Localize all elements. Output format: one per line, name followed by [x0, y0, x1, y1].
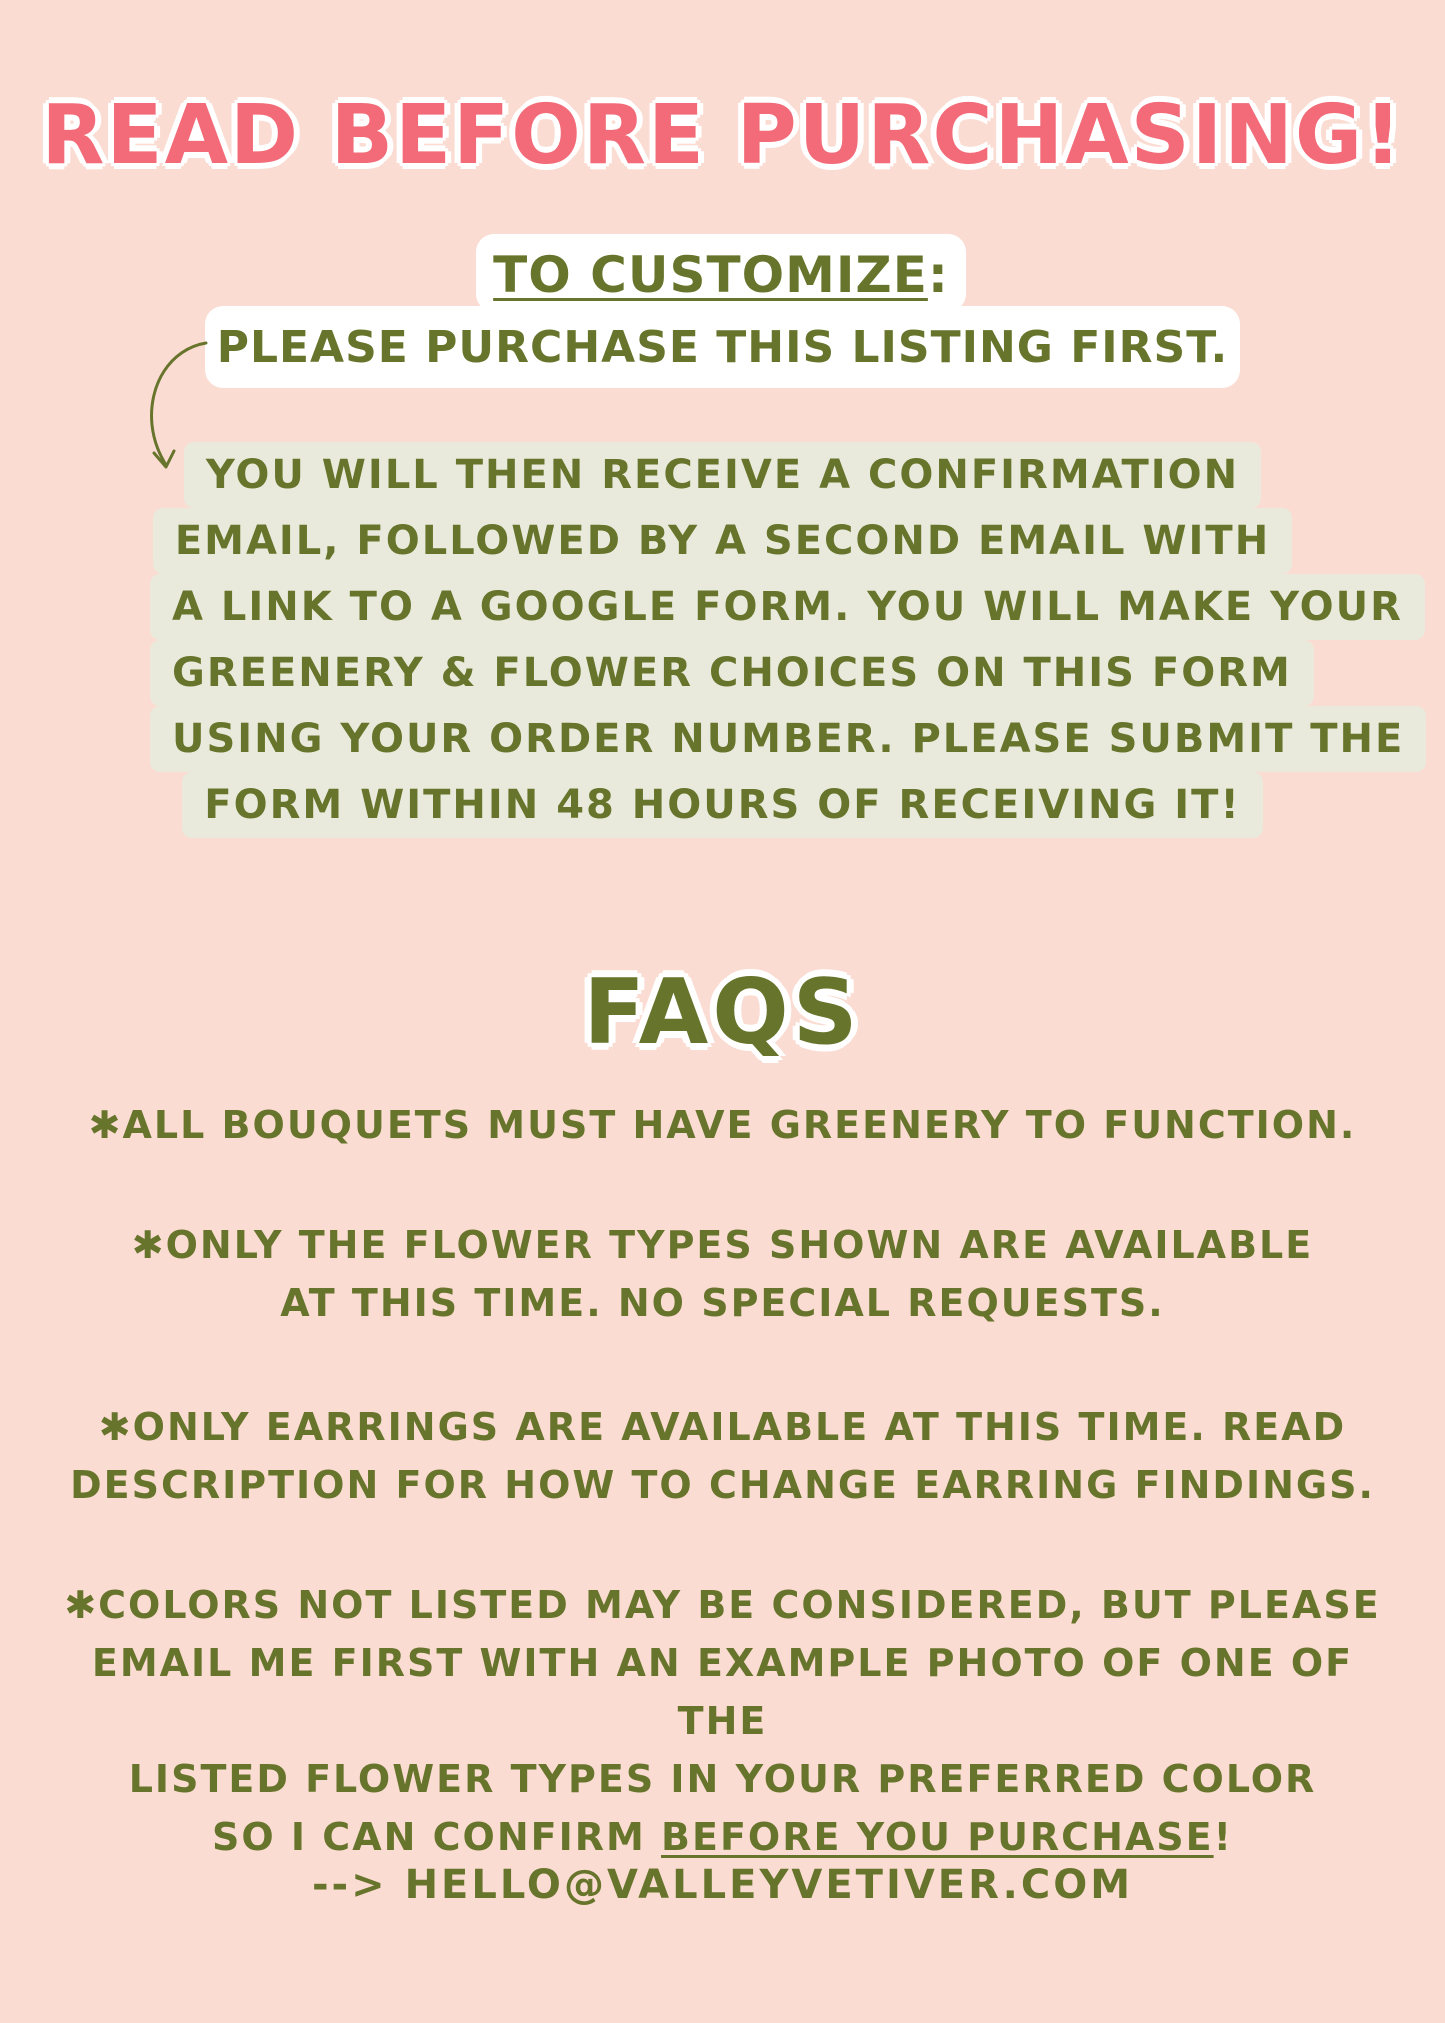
customize-heading [476, 246, 966, 304]
faq-item [60, 1576, 1385, 1866]
faq-item [60, 1216, 1385, 1332]
faq-line: ✱ALL BOUQUETS MUST HAVE GREENERY TO FUNCTION. [88, 1103, 1357, 1147]
order-process-info [150, 442, 1405, 838]
info-line: YOU WILL THEN RECEIVE A CONFIRMATION [184, 442, 1261, 508]
customize-heading-text: TO CUSTOMIZE [493, 246, 928, 304]
info-line: USING YOUR ORDER NUMBER. PLEASE SUBMIT THE [150, 706, 1426, 772]
faq-line: EMAIL ME FIRST WITH AN EXAMPLE PHOTO OF ONE OF THE [91, 1641, 1354, 1743]
faq-line-emphasis: BEFORE YOU PURCHASE [661, 1815, 1214, 1859]
faq-line: ✱ONLY EARRINGS ARE AVAILABLE AT THIS TIME. READ [98, 1405, 1347, 1449]
customize-heading-colon: : [927, 246, 949, 304]
faq-line: AT THIS TIME. NO SPECIAL REQUESTS. [280, 1281, 1165, 1325]
faq-line: ✱COLORS NOT LISTED MAY BE CONSIDERED, BUT PLEASE [64, 1583, 1381, 1627]
info-line: FORM WITHIN 48 HOURS OF RECEIVING IT! [182, 772, 1262, 838]
info-line: EMAIL, FOLLOWED BY A SECOND EMAIL WITH [153, 508, 1292, 574]
info-line: A LINK TO A GOOGLE FORM. YOU WILL MAKE YOUR [150, 574, 1425, 640]
faq-item [60, 1398, 1385, 1514]
purchase-instruction: PLEASE PURCHASE THIS LISTING FIRST. [216, 322, 1229, 373]
faq-line [60, 1808, 1385, 1866]
faq-line: LISTED FLOWER TYPES IN YOUR PREFERRED COLOR [128, 1757, 1317, 1801]
faq-line: DESCRIPTION FOR HOW TO CHANGE EARRING FINDINGS. [70, 1463, 1375, 1507]
faq-line: ✱ONLY THE FLOWER TYPES SHOWN ARE AVAILABLE [131, 1223, 1314, 1267]
faq-line-suffix: ! [1213, 1815, 1233, 1859]
contact-email[interactable]: --> HELLO@VALLEYVETIVER.COM [311, 1862, 1134, 1908]
faq-item [60, 1096, 1385, 1154]
info-line: GREENERY & FLOWER CHOICES ON THIS FORM [150, 640, 1314, 706]
faq-title: FAQS [583, 960, 862, 1065]
faq-line-prefix: SO I CAN CONFIRM [212, 1815, 662, 1859]
page-title: READ BEFORE PURCHASING! [41, 88, 1404, 183]
